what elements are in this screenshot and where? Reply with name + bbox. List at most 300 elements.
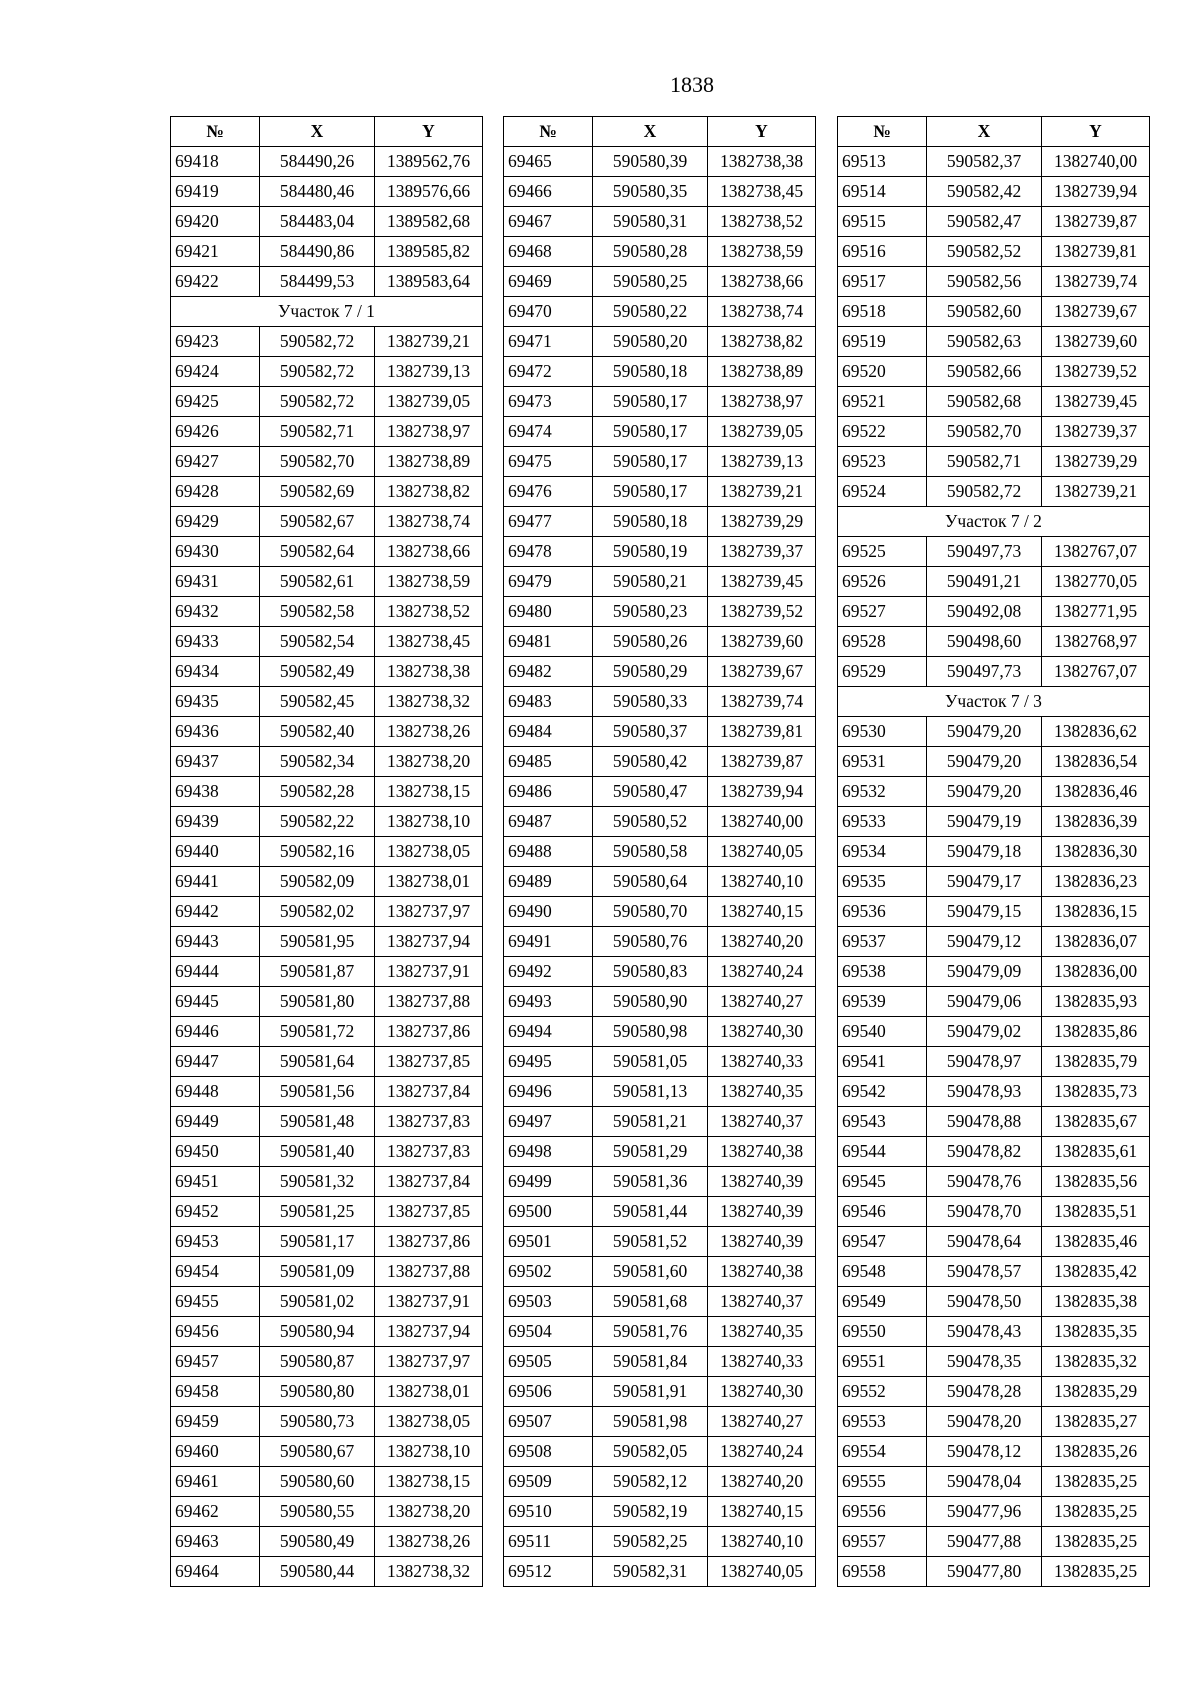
point-number: 69502 [504,1257,593,1287]
y-coordinate: 1382767,07 [1042,657,1150,687]
x-coordinate: 590581,48 [260,1107,375,1137]
table-row [504,567,816,597]
point-number: 69427 [171,447,260,477]
table-row [171,1197,483,1227]
y-coordinate: 1382835,38 [1042,1287,1150,1317]
x-coordinate: 590581,02 [260,1287,375,1317]
y-coordinate: 1382738,05 [375,1407,483,1437]
x-coordinate: 590478,43 [927,1317,1042,1347]
table-row [838,1227,1150,1257]
point-number: 69470 [504,297,593,327]
x-coordinate: 590581,40 [260,1137,375,1167]
point-number: 69499 [504,1167,593,1197]
table-row [504,867,816,897]
x-coordinate: 590479,06 [927,987,1042,1017]
point-number: 69531 [838,747,927,777]
table-row [504,1377,816,1407]
table-row [171,927,483,957]
y-coordinate: 1382737,94 [375,927,483,957]
x-coordinate: 590478,70 [927,1197,1042,1227]
y-coordinate: 1382835,25 [1042,1467,1150,1497]
y-coordinate: 1382739,21 [708,477,816,507]
x-coordinate: 590582,71 [927,447,1042,477]
x-coordinate: 590580,70 [593,897,708,927]
y-coordinate: 1382738,97 [375,417,483,447]
y-coordinate: 1382737,88 [375,987,483,1017]
y-coordinate: 1389562,76 [375,147,483,177]
point-number: 69524 [838,477,927,507]
section-title: Участок 7 / 1 [171,297,483,327]
x-coordinate: 590580,42 [593,747,708,777]
x-coordinate: 590582,19 [593,1497,708,1527]
x-coordinate: 590582,72 [927,477,1042,507]
point-number: 69467 [504,207,593,237]
table-row [504,1017,816,1047]
point-number: 69521 [838,387,927,417]
x-coordinate: 590479,19 [927,807,1042,837]
x-coordinate: 590582,09 [260,867,375,897]
y-coordinate: 1382739,94 [1042,177,1150,207]
section-row [171,297,483,327]
point-number: 69423 [171,327,260,357]
table-row [838,357,1150,387]
table-row [171,1467,483,1497]
table-row [504,1347,816,1377]
table-row [838,1077,1150,1107]
table-row [504,147,816,177]
y-coordinate: 1382767,07 [1042,537,1150,567]
x-coordinate: 590582,60 [927,297,1042,327]
y-coordinate: 1382835,25 [1042,1527,1150,1557]
x-coordinate: 590582,31 [593,1557,708,1587]
point-number: 69455 [171,1287,260,1317]
x-coordinate: 590478,57 [927,1257,1042,1287]
x-coordinate: 590479,20 [927,747,1042,777]
y-coordinate: 1382737,97 [375,1347,483,1377]
table-row [838,927,1150,957]
y-coordinate: 1382740,15 [708,897,816,927]
table-row [838,1557,1150,1587]
x-coordinate: 590582,25 [593,1527,708,1557]
y-coordinate: 1389576,66 [375,177,483,207]
table-row [504,1557,816,1587]
y-coordinate: 1382738,52 [375,597,483,627]
point-number: 69482 [504,657,593,687]
x-coordinate: 590479,17 [927,867,1042,897]
point-number: 69549 [838,1287,927,1317]
point-number: 69466 [504,177,593,207]
table-row [171,777,483,807]
table-row [838,807,1150,837]
y-coordinate: 1382739,45 [708,567,816,597]
x-coordinate: 590582,64 [260,537,375,567]
x-coordinate: 590478,20 [927,1407,1042,1437]
point-number: 69520 [838,357,927,387]
x-coordinate: 590479,20 [927,717,1042,747]
x-coordinate: 590582,70 [260,447,375,477]
y-coordinate: 1382740,38 [708,1137,816,1167]
y-coordinate: 1382738,38 [708,147,816,177]
y-coordinate: 1382740,35 [708,1317,816,1347]
y-coordinate: 1382740,20 [708,927,816,957]
table-row [171,447,483,477]
x-coordinate: 590580,39 [593,147,708,177]
x-coordinate: 590498,60 [927,627,1042,657]
point-number: 69530 [838,717,927,747]
y-coordinate: 1382739,13 [375,357,483,387]
table-row [838,267,1150,297]
x-coordinate: 590580,17 [593,417,708,447]
point-number: 69449 [171,1107,260,1137]
table-row [171,657,483,687]
point-number: 69547 [838,1227,927,1257]
y-coordinate: 1382835,93 [1042,987,1150,1017]
x-coordinate: 590478,12 [927,1437,1042,1467]
x-coordinate: 590580,49 [260,1527,375,1557]
coordinates-table-1 [170,116,483,1587]
table-row [838,237,1150,267]
x-coordinate: 590582,52 [927,237,1042,267]
x-coordinate: 590580,19 [593,537,708,567]
y-coordinate: 1382737,84 [375,1077,483,1107]
table-row [171,417,483,447]
y-coordinate: 1382740,00 [708,807,816,837]
y-coordinate: 1382835,67 [1042,1107,1150,1137]
point-number: 69472 [504,357,593,387]
y-coordinate: 1382835,25 [1042,1497,1150,1527]
table-row [171,1557,483,1587]
x-coordinate: 590581,91 [593,1377,708,1407]
point-number: 69486 [504,777,593,807]
y-coordinate: 1382739,60 [708,627,816,657]
point-number: 69491 [504,927,593,957]
y-coordinate: 1382836,07 [1042,927,1150,957]
table-row [838,207,1150,237]
point-number: 69483 [504,687,593,717]
table-row [838,957,1150,987]
x-coordinate: 590582,54 [260,627,375,657]
table-row [171,1167,483,1197]
point-number: 69420 [171,207,260,237]
table-row [171,207,483,237]
table-row [504,267,816,297]
point-number: 69444 [171,957,260,987]
point-number: 69555 [838,1467,927,1497]
table-row [838,1017,1150,1047]
table-row [171,147,483,177]
x-coordinate: 590478,82 [927,1137,1042,1167]
table-row [504,837,816,867]
x-coordinate: 590580,90 [593,987,708,1017]
table-row [171,1527,483,1557]
table-row [504,327,816,357]
x-coordinate: 590580,98 [593,1017,708,1047]
table-row [171,717,483,747]
point-number: 69461 [171,1467,260,1497]
section-row [838,507,1150,537]
table-row [171,1107,483,1137]
x-coordinate: 590581,95 [260,927,375,957]
table-row [171,1317,483,1347]
x-coordinate: 590580,18 [593,357,708,387]
point-number: 69478 [504,537,593,567]
table-row [838,627,1150,657]
x-coordinate: 590580,28 [593,237,708,267]
header-row [838,117,1150,147]
y-coordinate: 1382740,33 [708,1347,816,1377]
header-y: Y [708,117,816,147]
x-coordinate: 590580,17 [593,387,708,417]
x-coordinate: 590581,44 [593,1197,708,1227]
x-coordinate: 590580,87 [260,1347,375,1377]
y-coordinate: 1382739,37 [1042,417,1150,447]
point-number: 69454 [171,1257,260,1287]
point-number: 69426 [171,417,260,447]
table-row [504,1137,816,1167]
point-number: 69533 [838,807,927,837]
x-coordinate: 590582,63 [927,327,1042,357]
table-row [504,1527,816,1557]
x-coordinate: 590580,76 [593,927,708,957]
y-coordinate: 1382738,20 [375,1497,483,1527]
table-row [171,387,483,417]
y-coordinate: 1382740,30 [708,1017,816,1047]
y-coordinate: 1382740,24 [708,1437,816,1467]
table-row [504,687,816,717]
x-coordinate: 590581,25 [260,1197,375,1227]
y-coordinate: 1382740,15 [708,1497,816,1527]
y-coordinate: 1389585,82 [375,237,483,267]
x-coordinate: 590580,22 [593,297,708,327]
y-coordinate: 1382739,13 [708,447,816,477]
table-row [838,177,1150,207]
x-coordinate: 590580,20 [593,327,708,357]
point-number: 69537 [838,927,927,957]
x-coordinate: 590582,16 [260,837,375,867]
table-row [504,297,816,327]
y-coordinate: 1382738,20 [375,747,483,777]
point-number: 69527 [838,597,927,627]
table-row [171,537,483,567]
table-row [838,657,1150,687]
x-coordinate: 590582,02 [260,897,375,927]
table-row [171,507,483,537]
x-coordinate: 590580,25 [593,267,708,297]
table-row [838,1347,1150,1377]
point-number: 69460 [171,1437,260,1467]
y-coordinate: 1382738,82 [375,477,483,507]
y-coordinate: 1382739,52 [1042,357,1150,387]
point-number: 69515 [838,207,927,237]
table-row [838,987,1150,1017]
y-coordinate: 1382836,15 [1042,897,1150,927]
table-row [171,1407,483,1437]
table-row [504,1047,816,1077]
table-row [838,1167,1150,1197]
x-coordinate: 590582,68 [927,387,1042,417]
y-coordinate: 1382740,33 [708,1047,816,1077]
point-number: 69433 [171,627,260,657]
y-coordinate: 1382739,52 [708,597,816,627]
table-row [171,1047,483,1077]
table-row [838,1527,1150,1557]
y-coordinate: 1382835,35 [1042,1317,1150,1347]
table-row [504,1227,816,1257]
table-row [171,627,483,657]
x-coordinate: 590580,21 [593,567,708,597]
y-coordinate: 1382770,05 [1042,567,1150,597]
point-number: 69532 [838,777,927,807]
point-number: 69517 [838,267,927,297]
x-coordinate: 590497,73 [927,537,1042,567]
y-coordinate: 1382738,38 [375,657,483,687]
point-number: 69556 [838,1497,927,1527]
point-number: 69473 [504,387,593,417]
point-number: 69519 [838,327,927,357]
y-coordinate: 1382740,38 [708,1257,816,1287]
x-coordinate: 590582,72 [260,357,375,387]
table-row [504,1287,816,1317]
y-coordinate: 1382771,95 [1042,597,1150,627]
x-coordinate: 584490,26 [260,147,375,177]
table-body [838,147,1150,1587]
x-coordinate: 590582,45 [260,687,375,717]
x-coordinate: 590582,69 [260,477,375,507]
point-number: 69480 [504,597,593,627]
table-row [171,1137,483,1167]
x-coordinate: 590581,87 [260,957,375,987]
x-coordinate: 590582,49 [260,657,375,687]
point-number: 69453 [171,1227,260,1257]
table-row [838,1407,1150,1437]
table-row [838,1137,1150,1167]
point-number: 69434 [171,657,260,687]
x-coordinate: 590582,40 [260,717,375,747]
point-number: 69550 [838,1317,927,1347]
y-coordinate: 1382739,45 [1042,387,1150,417]
point-number: 69544 [838,1137,927,1167]
x-coordinate: 590580,33 [593,687,708,717]
header-y: Y [1042,117,1150,147]
point-number: 69554 [838,1437,927,1467]
point-number: 69469 [504,267,593,297]
table-row [838,1467,1150,1497]
table-row [504,237,816,267]
point-number: 69553 [838,1407,927,1437]
point-number: 69506 [504,1377,593,1407]
point-number: 69516 [838,237,927,267]
point-number: 69497 [504,1107,593,1137]
table-row [504,717,816,747]
table-row [838,297,1150,327]
y-coordinate: 1382836,30 [1042,837,1150,867]
x-coordinate: 590582,67 [260,507,375,537]
point-number: 69539 [838,987,927,1017]
x-coordinate: 590582,66 [927,357,1042,387]
y-coordinate: 1382740,00 [1042,147,1150,177]
table-row [838,1107,1150,1137]
x-coordinate: 590580,55 [260,1497,375,1527]
y-coordinate: 1382739,29 [1042,447,1150,477]
y-coordinate: 1382737,85 [375,1047,483,1077]
table-row [504,447,816,477]
x-coordinate: 590582,47 [927,207,1042,237]
table-row [171,747,483,777]
y-coordinate: 1382738,32 [375,1557,483,1587]
header-number: № [504,117,593,147]
table-row [171,1287,483,1317]
y-coordinate: 1382738,59 [375,567,483,597]
y-coordinate: 1382737,94 [375,1317,483,1347]
section-title: Участок 7 / 3 [838,687,1150,717]
x-coordinate: 590582,37 [927,147,1042,177]
y-coordinate: 1382835,61 [1042,1137,1150,1167]
point-number: 69458 [171,1377,260,1407]
x-coordinate: 590582,28 [260,777,375,807]
point-number: 69457 [171,1347,260,1377]
point-number: 69462 [171,1497,260,1527]
point-number: 69452 [171,1197,260,1227]
x-coordinate: 590478,88 [927,1107,1042,1137]
page-number: 1838 [670,72,714,97]
point-number: 69557 [838,1527,927,1557]
point-number: 69471 [504,327,593,357]
x-coordinate: 590581,56 [260,1077,375,1107]
y-coordinate: 1382738,01 [375,1377,483,1407]
x-coordinate: 590478,97 [927,1047,1042,1077]
y-coordinate: 1382738,26 [375,717,483,747]
point-number: 69489 [504,867,593,897]
x-coordinate: 590581,32 [260,1167,375,1197]
x-coordinate: 590582,72 [260,387,375,417]
point-number: 69432 [171,597,260,627]
y-coordinate: 1389582,68 [375,207,483,237]
header-row [171,117,483,147]
point-number: 69468 [504,237,593,267]
table-row [504,927,816,957]
table-row [171,1497,483,1527]
point-number: 69429 [171,507,260,537]
point-number: 69438 [171,777,260,807]
y-coordinate: 1382738,74 [375,507,483,537]
x-coordinate: 590582,12 [593,1467,708,1497]
point-number: 69477 [504,507,593,537]
y-coordinate: 1382740,39 [708,1197,816,1227]
point-number: 69500 [504,1197,593,1227]
point-number: 69495 [504,1047,593,1077]
point-number: 69450 [171,1137,260,1167]
x-coordinate: 590580,18 [593,507,708,537]
x-coordinate: 590477,96 [927,1497,1042,1527]
table-row [504,207,816,237]
table-row [838,567,1150,597]
x-coordinate: 590582,58 [260,597,375,627]
point-number: 69479 [504,567,593,597]
point-number: 69447 [171,1047,260,1077]
point-number: 69442 [171,897,260,927]
point-number: 69552 [838,1377,927,1407]
y-coordinate: 1382739,21 [375,327,483,357]
x-coordinate: 590478,93 [927,1077,1042,1107]
table-row [504,507,816,537]
y-coordinate: 1382739,87 [1042,207,1150,237]
x-coordinate: 590582,70 [927,417,1042,447]
table-row [504,1077,816,1107]
table-row [838,777,1150,807]
x-coordinate: 590581,21 [593,1107,708,1137]
x-coordinate: 590580,26 [593,627,708,657]
point-number: 69448 [171,1077,260,1107]
